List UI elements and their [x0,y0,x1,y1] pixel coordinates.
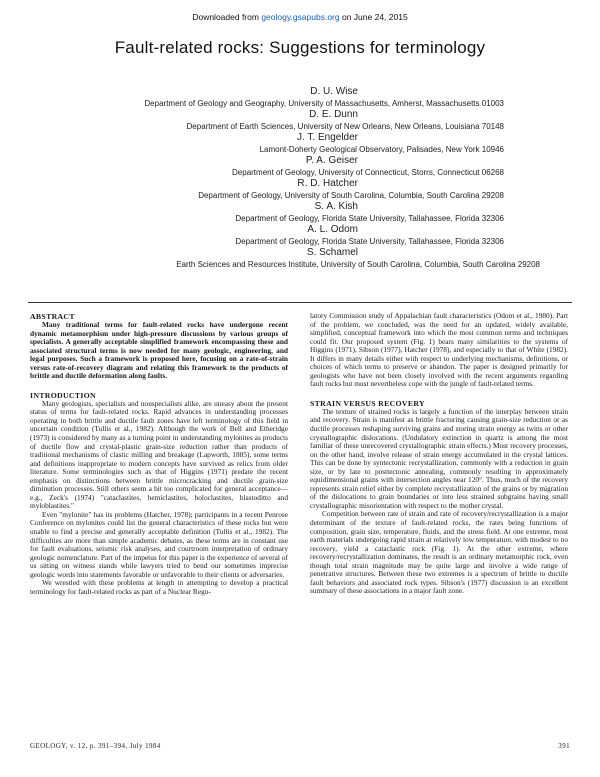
author-affiliation: Department of Earth Sciences, University of New Orleans, New Orleans, Louisiana 70148 [186,122,504,131]
paragraph: We wrestled with these problems at length in attempting to develop a practical terminology for fault-related rocks as part of a Nuclear Regu- [30,578,288,596]
author-affiliation: Lamont-Doherty Geological Observatory, Palisades, New York 10946 [259,145,504,154]
author-affiliation: Department of Geology, University of South Carolina, Columbia, South Carolina 29208 [198,191,504,200]
paragraph: Many geologists, specialists and nonspecialists alike, are uneasy about the present status of terms for fault-related rocks. Rapid advances in understanding processes operating in both brittle and ductile fault zones have left terminology of this field in uncertain condition (Tullis et al., 1982). Although the work of Bell and Etheridge (1973) is considered by many as a turning point in understanding mylonites as products of ductile flow and crystal-plastic grain-size reduction rather than products of traditional mechanisms of clastic milling and breakage (Lapworth, 1885), some terms and definitions inappropriate to modern concepts have survived as relics from older literature. Some terminologies such as that of Higgins (1971) predate the recent emphasis on distinctions between brittle microcracking and ductile grain-size diminution processes. Still others seem a bit too complicated for general acceptance—e.g., Zeck's (1974) "cataclastites, hemiclastites, holoclastites, blastoditto and myloblastites." [30,398,288,511]
author-name: R. D. Hatcher [297,178,358,189]
author-affiliation: Department of Geology, Florida State University, Tallahassee, Florida 32306 [235,237,504,246]
divider [28,302,572,303]
author-name: D. E. Dunn [309,109,358,120]
author-name: S. Schamel [306,247,358,258]
author-list [40,86,600,270]
left-column [30,312,288,596]
author-affiliation: Department of Geology and Geography, University of Massachusetts, Amherst, Massachusetts 01003 [144,99,504,108]
author-name: S. A. Kish [314,201,358,212]
abstract-heading: ABSTRACT [30,312,75,321]
download-notice: Downloaded from geology.gsapubs.org on June 24, 2015 [192,12,408,22]
paragraph: The texture of strained rocks is largely a function of the interplay between strain and recovery. Strain is manifest as brittle fracturing causing grain-size reduction or as ductile processes reshaping surviving grains and storing strain energy as twins or other crystallographic dislocations. (Undulatory extinction in quartz is among the most familiar of these unrecovered crystallographic strain effects.) Most recovery processes, on the other hand, involve release of strain energy accumulated in the crystal lattices. This can be done by syntectonic recrystallization, commonly with a reduction in grain size, or by late to posttectonic annealing, commonly resulting in approximately equidimensional grains with intersection angles near 120°. Thus, much of the recovery represents strain relief either by complete recrystallization of the grains or by migration of the dislocations to grain boundaries or into less strained subgrains having small crystallographic misorientation with respect to the mother crystal. [310,406,568,510]
author-affiliation: Earth Sciences and Resources Institute, University of South Carolina, Columbia, South Carolina 29208 [176,260,540,269]
page-number: 391 [558,742,570,750]
strain-recovery-heading: STRAIN VERSUS RECOVERY [310,398,425,408]
download-source-link[interactable]: geology.gsapubs.org [261,12,340,22]
author-affiliation: Department of Geology, University of Connecticut, Storrs, Connecticut 06268 [232,168,504,177]
right-column [310,312,568,596]
author-name: J. T. Engelder [297,132,358,143]
author-name: P. A. Geiser [305,155,358,166]
author-affiliation: Department of Geology, Florida State University, Tallahassee, Florida 32306 [235,214,504,223]
author-name: D. U. Wise [310,86,358,97]
article-title: Fault-related rocks: Suggestions for terminology [114,38,486,57]
paragraph: Competition between rate of strain and rate of recovery/recrystallization is a major determinant of the texture of fault-related rocks, the rates being functions of composition, grain size, temperature, fluids, and the stress field. At one extreme, most earth materials undergoing rapid strain at relatively low temperature, with modest to no recovery, yield a cataclastic rock (Fig. 1). At the other extreme, where recovery/recrystallization dominates, the result is an ordinary metamorphic rock, even though total strain magnitude may be quite large and involve a wide range of penetrative structures. Between these two extremes is a spectrum of brittle to ductile fault behaviors and associated rock types. Sibson's (1977) discussion is an excellent summary of these associations in a major fault zone. [310,509,568,596]
author-name: A. L. Odom [307,224,358,235]
page-footer [30,742,570,750]
abstract-text: Many traditional terms for fault-related rocks have undergone recent dynamic metamorphism under high-pressure discussions by various groups of specialists. A generally acceptable simplified framework encompassing these and associated structural terms is now needed for many geologic, engineering, and legal purposes. Such a framework is proposed here, focusing on a rate-of-strain versus rate-of-recovery diagram and relating this framework to the products of brittle and ductile deformation along faults. [30,320,288,381]
introduction-heading: INTRODUCTION [30,390,96,400]
paragraph: latory Commission study of Appalachian fault characteristics (Odom et al., 1980). Part of the problem, we concluded, was the need for an updated, widely available, simplified, conceptual framework into which the most common terms and techniques could fit. Our proposed system (Fig. 1) bears many similarities to the systems of Higgins (1971), Sibson (1977), Hatcher (1978), and especially to that of White (1982). It differs in many details either with respect to underlying mechanisms, definitions, or choices of which terms to preserve or abandon. The paper is designed primarily for geologists who have not been closely involved with the recent arguments regarding fault rocks but must nevertheless cope with the jungle of fault-related terms. [310,311,568,389]
journal-citation: GEOLOGY, v. 12, p. 391–394, July 1984 [30,742,161,750]
paragraph: Even "mylonite" has its problems (Hatcher, 1978); participants in a recent Penrose Conference on mylonites could list the general characteristics of these rocks but were unable to find a precise and generally acceptable definition (Tullis et al., 1982). The difficulties are more than simple academic debates, as these terms are in constant use for fault evaluations, seismic risk analyses, and courtroom interpretation of ordinary geologic nomenclature. Part of the impetus for this paper is the experience of several of us sitting on witness stands while lawyers tried to bend our sometimes imprecise geologic words into statements favorable or unfavorable to their clients or adversaries. [30,509,288,579]
